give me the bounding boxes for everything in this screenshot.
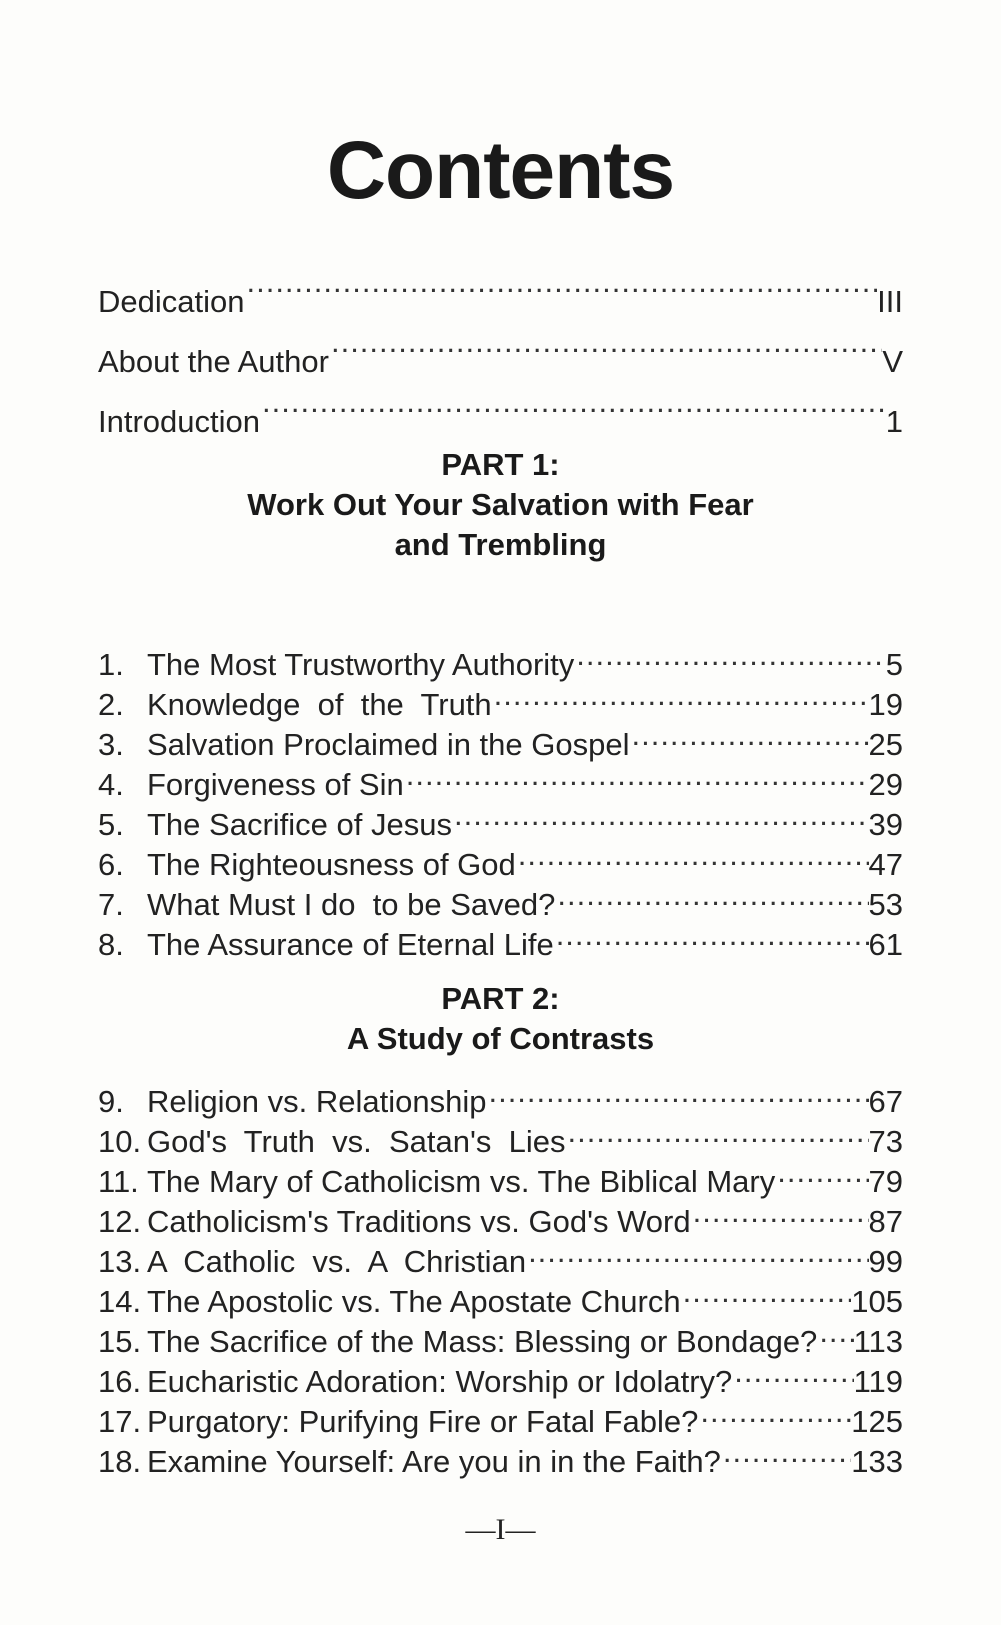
chapter-number: 18. [98, 1444, 142, 1479]
toc-entry-label: Eucharistic Adoration: Worship or Idolatry? [147, 1364, 733, 1399]
toc-entry-page: 133 [851, 1444, 903, 1479]
dot-leader [565, 1112, 868, 1152]
part-1-subtitle-line-2: and Trembling [394, 527, 607, 562]
toc-entry-page: 47 [868, 847, 903, 882]
toc-entry-page: 73 [868, 1124, 903, 1159]
dot-leader [681, 1272, 852, 1312]
toc-entry-page: 79 [868, 1164, 903, 1199]
dot-leader [404, 755, 869, 795]
toc-entry-page: 39 [868, 807, 903, 842]
dot-leader [329, 312, 882, 372]
toc-entry-label: Purgatory: Purifying Fire or Fatal Fable? [147, 1404, 699, 1439]
part-1-heading: PART 1: [441, 447, 560, 482]
chapter-number: 1. [98, 647, 124, 682]
dot-leader [691, 1192, 869, 1232]
toc-entry-page: 119 [853, 1364, 903, 1399]
chapter-number: 3. [98, 727, 124, 762]
chapter-number: 4. [98, 767, 124, 802]
toc-entry-label: Salvation Proclaimed in the Gospel [147, 727, 630, 762]
toc-entry-page: 125 [851, 1404, 903, 1439]
toc-entry-page: 53 [868, 887, 903, 922]
part-1-chapter-list [98, 635, 903, 962]
dot-leader [486, 1072, 868, 1112]
dot-leader [574, 635, 885, 675]
chapter-number: 13. [98, 1244, 142, 1279]
toc-entry-page: 1 [885, 404, 903, 439]
toc-entry-label: Introduction [98, 404, 260, 439]
toc-entry-label: A Catholic vs. A Christian [147, 1244, 527, 1279]
toc-entry-label: Dedication [98, 284, 245, 319]
part-2-subtitle: A Study of Contrasts [346, 1021, 655, 1056]
toc-entry-page: 99 [868, 1244, 903, 1279]
toc-entry-label: The Sacrifice of the Mass: Blessing or Bondage? [147, 1324, 818, 1359]
toc-entry-label: About the Author [98, 344, 329, 379]
toc-entry-chapter [98, 1072, 903, 1119]
chapter-number: 7. [98, 887, 124, 922]
toc-entry-label: Religion vs. Relationship [147, 1084, 487, 1119]
dot-leader [260, 372, 886, 432]
toc-entry-label: Catholicism's Traditions vs. God's Word [147, 1204, 691, 1239]
toc-entry-page: 67 [868, 1084, 903, 1119]
toc-entry-page: III [877, 284, 903, 319]
chapter-number: 2. [98, 687, 124, 722]
dot-leader [554, 915, 869, 955]
dot-leader [817, 1312, 853, 1352]
chapter-number: 17. [98, 1404, 142, 1439]
toc-entry-page: 19 [868, 687, 903, 722]
chapter-number: 15. [98, 1324, 142, 1359]
dot-leader [775, 1152, 868, 1192]
toc-entry-page: 29 [868, 767, 903, 802]
dot-leader [244, 252, 877, 312]
toc-entry-label: Knowledge of the Truth [147, 687, 492, 722]
toc-entry-chapter [98, 635, 903, 682]
toc-entry-label: What Must I do to be Saved? [147, 887, 556, 922]
toc-entry-page: 61 [868, 927, 903, 962]
chapter-number: 12. [98, 1204, 142, 1239]
toc-entry-page: 87 [868, 1204, 903, 1239]
dot-leader [732, 1352, 853, 1392]
toc-entry-label: Examine Yourself: Are you in in the Faith? [147, 1444, 721, 1479]
front-matter-list [98, 252, 903, 439]
dot-leader [526, 1232, 868, 1272]
page-folio: —I— [465, 1513, 536, 1546]
chapter-number: 5. [98, 807, 124, 842]
dot-leader [452, 795, 869, 835]
part-2-heading: PART 2: [441, 981, 560, 1016]
dot-leader [698, 1392, 851, 1432]
dot-leader [492, 675, 869, 715]
toc-entry-label: The Righteousness of God [147, 847, 516, 882]
toc-entry-label: The Assurance of Eternal Life [147, 927, 554, 962]
chapter-number: 6. [98, 847, 124, 882]
chapter-number: 9. [98, 1084, 124, 1119]
toc-entry-label: The Apostolic vs. The Apostate Church [147, 1284, 681, 1319]
page-title: Contents [326, 125, 675, 216]
chapter-number: 10. [98, 1124, 142, 1159]
toc-entry-label: The Mary of Catholicism vs. The Biblical Mary [147, 1164, 776, 1199]
chapter-number: 11. [98, 1164, 139, 1199]
dot-leader [555, 875, 868, 915]
toc-entry-label: Forgiveness of Sin [147, 767, 404, 802]
chapter-number: 16. [98, 1364, 142, 1399]
toc-entry-page: 105 [851, 1284, 903, 1319]
part-1-subtitle-line-1: Work Out Your Salvation with Fear [247, 487, 754, 522]
toc-entry-page: 25 [868, 727, 903, 762]
toc-entry-page: 113 [853, 1324, 903, 1359]
toc-entry-label: The Most Trustworthy Authority [147, 647, 575, 682]
dot-leader [721, 1432, 851, 1472]
chapter-number: 14. [98, 1284, 142, 1319]
toc-entry-label: God's Truth vs. Satan's Lies [147, 1124, 566, 1159]
toc-entry-page: 5 [885, 647, 903, 682]
part-2-chapter-list [98, 1072, 903, 1479]
toc-entry-dedication [98, 252, 903, 319]
dot-leader [516, 835, 869, 875]
toc-entry-label: The Sacrifice of Jesus [147, 807, 452, 842]
toc-entry-page: V [882, 344, 903, 379]
chapter-number: 8. [98, 927, 124, 962]
dot-leader [629, 715, 868, 755]
